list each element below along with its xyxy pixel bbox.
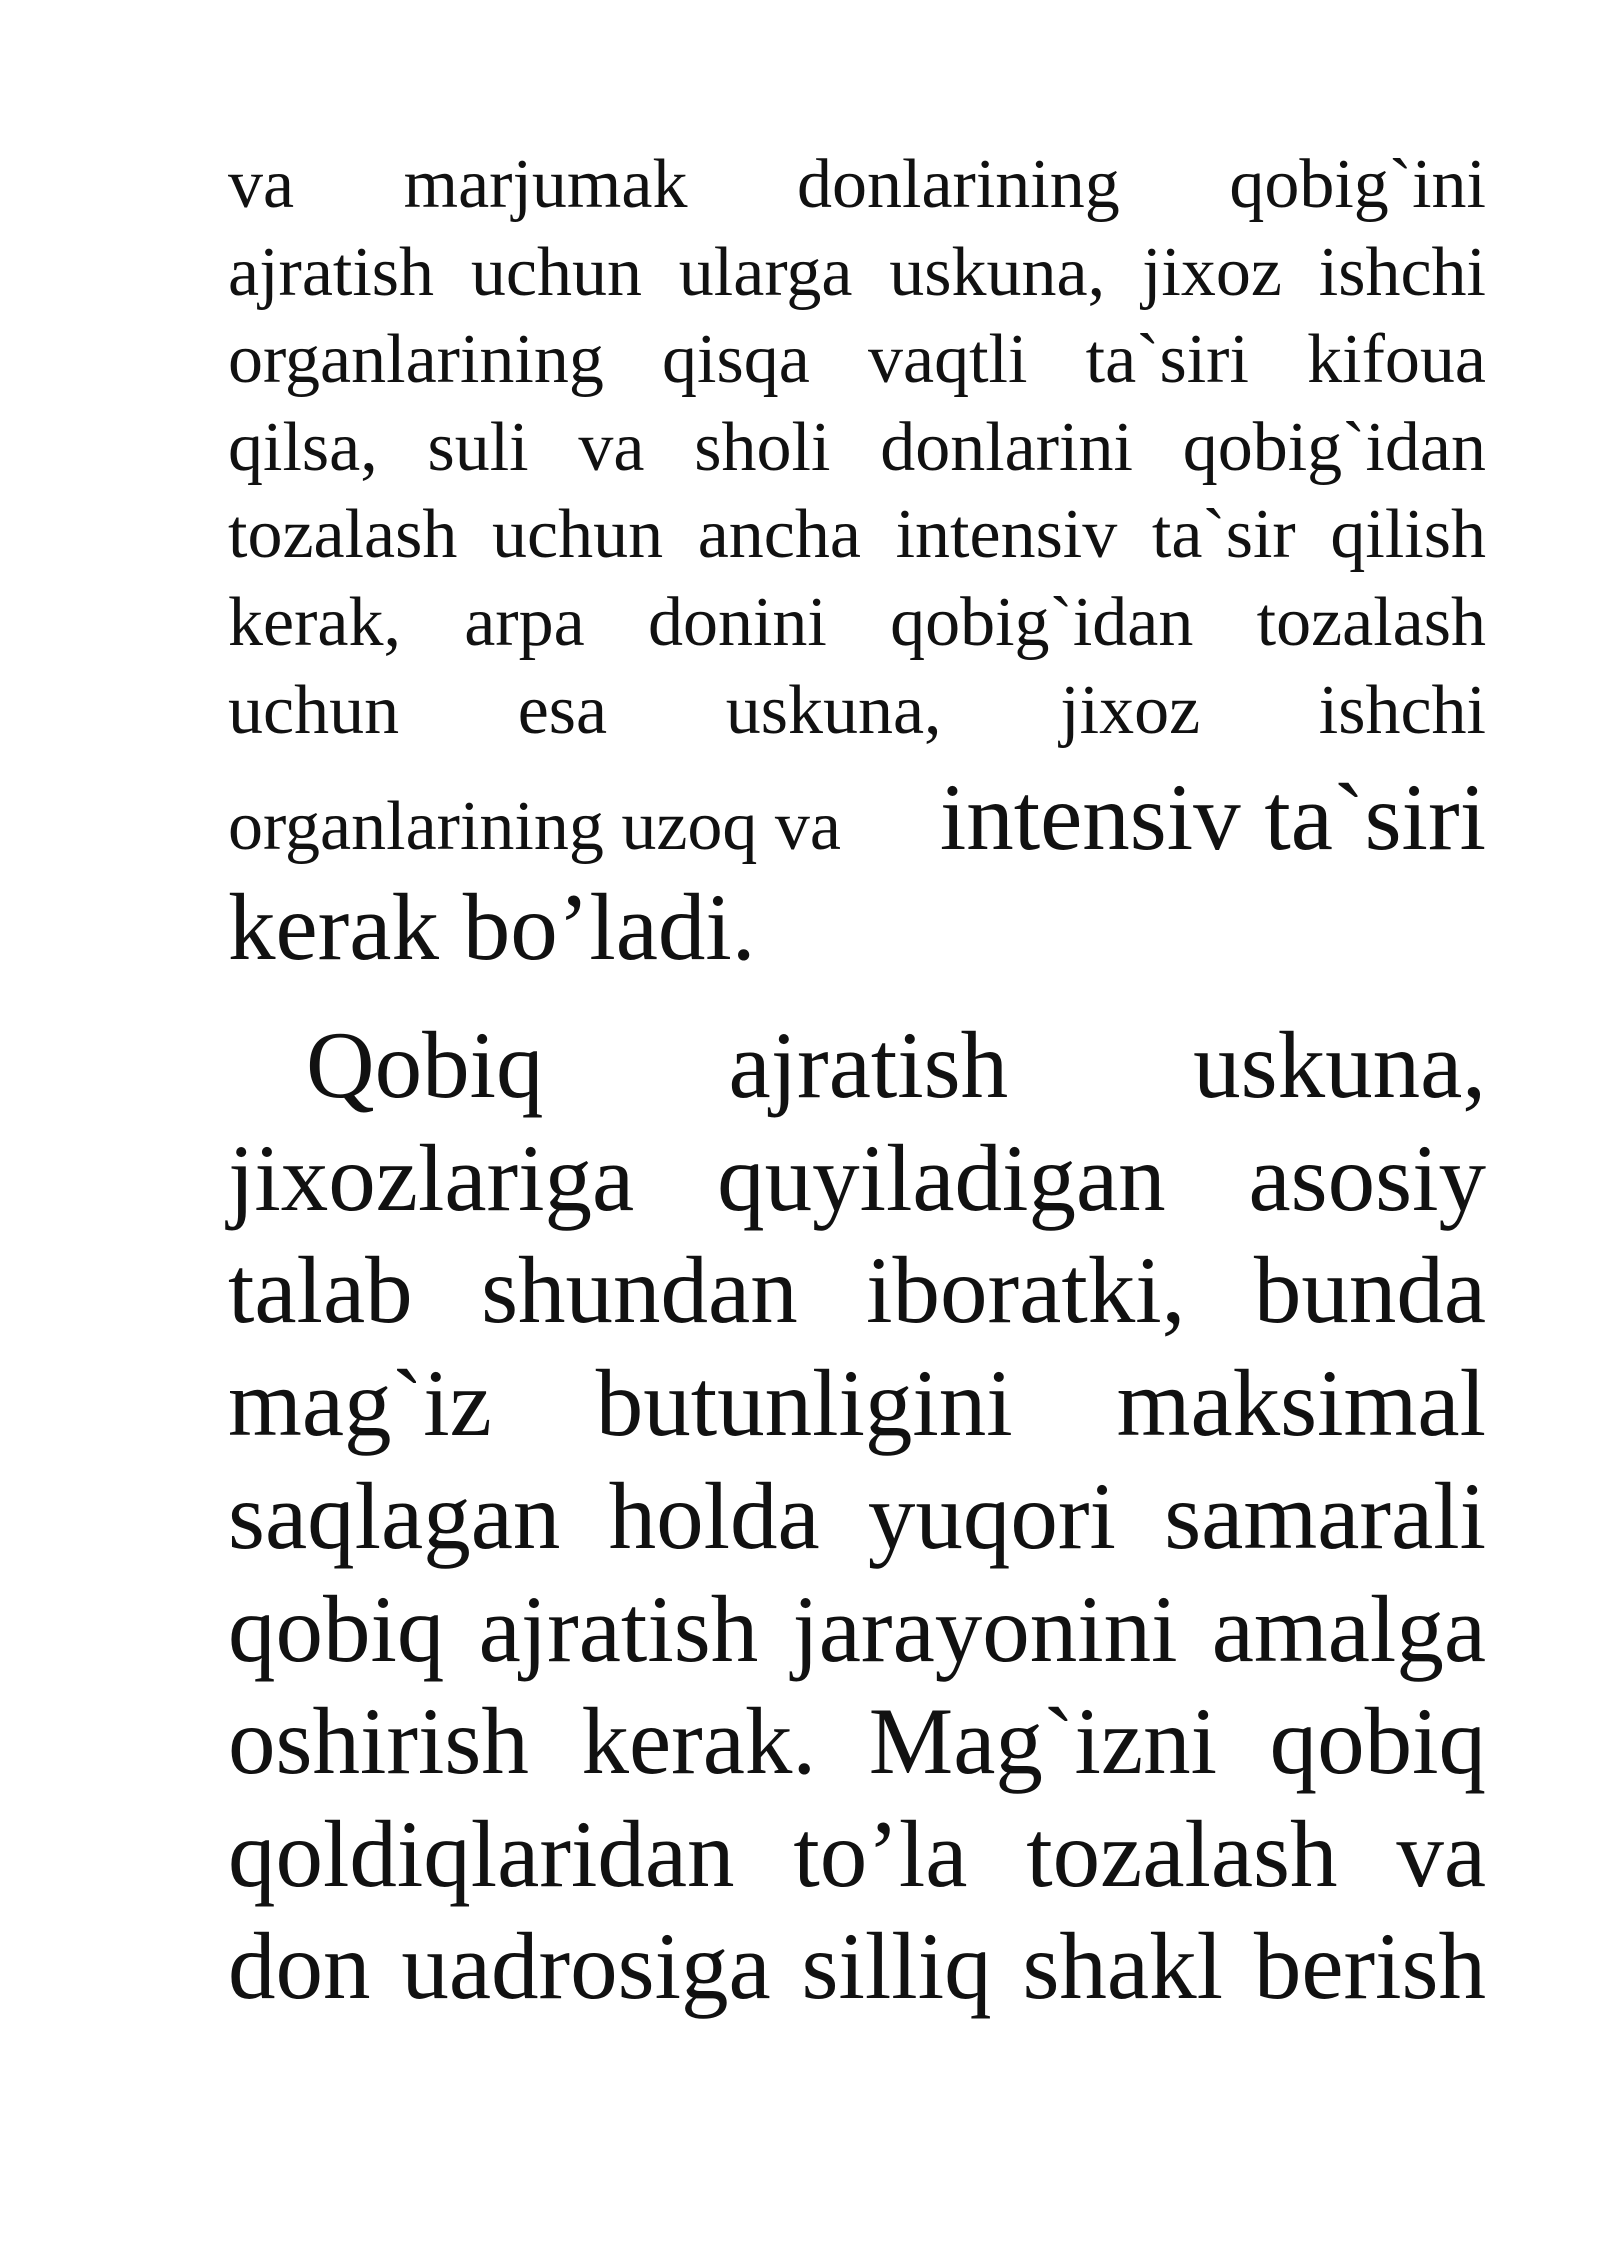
paragraph-2-line-8: qoldiqlaridan to’la tozalash va [228,1801,1486,1907]
paragraph-1-line-5: tozalash uchun ancha intensiv ta`sir qilish [228,496,1486,573]
paragraph-2-line-1: Qobiq ajratish uskuna, [306,1012,1486,1118]
paragraph-1-last-line: kerak bo’ladi. [228,874,756,980]
paragraph-1-line-7: uchun esa uskuna, jixoz ishchi [228,672,1486,749]
paragraph-2-line-2: jixozlariga quyiladigan asosiy [228,1125,1486,1231]
paragraph-2-line-6: qobiq ajratish jarayonini amalga [228,1576,1486,1682]
paragraph-1-line-2: ajratish uchun ularga uskuna, jixoz ishchi [228,234,1486,311]
paragraph-1-line-1: va marjumak donlarining qobig`ini [228,146,1486,223]
paragraph-2-line-7: oshirish kerak. Mag`izni qobiq [228,1688,1486,1794]
paragraph-1-line-3: organlarining qisqa vaqtli ta`siri kifoua [228,321,1486,398]
paragraph-2-line-4: mag`iz butunligini maksimal [228,1350,1486,1456]
paragraph-1-mixed-line [228,764,1486,870]
paragraph-2-line-9: don uadrosiga silliq shakl berish [228,1913,1486,2019]
paragraph-2-line-3: talab shundan iboratki, bunda [228,1237,1486,1343]
paragraph-1-mixed-small-text: organlarining uzoq va [228,788,841,865]
paragraph-1-line-4: qilsa, suli va sholi donlarini qobig`idan [228,409,1486,486]
paragraph-2-line-5: saqlagan holda yuqori samarali [228,1463,1486,1569]
paragraph-1-line-6: kerak, arpa donini qobig`idan tozalash [228,584,1486,661]
paragraph-1-mixed-big-text: intensiv ta`siri [939,764,1486,870]
